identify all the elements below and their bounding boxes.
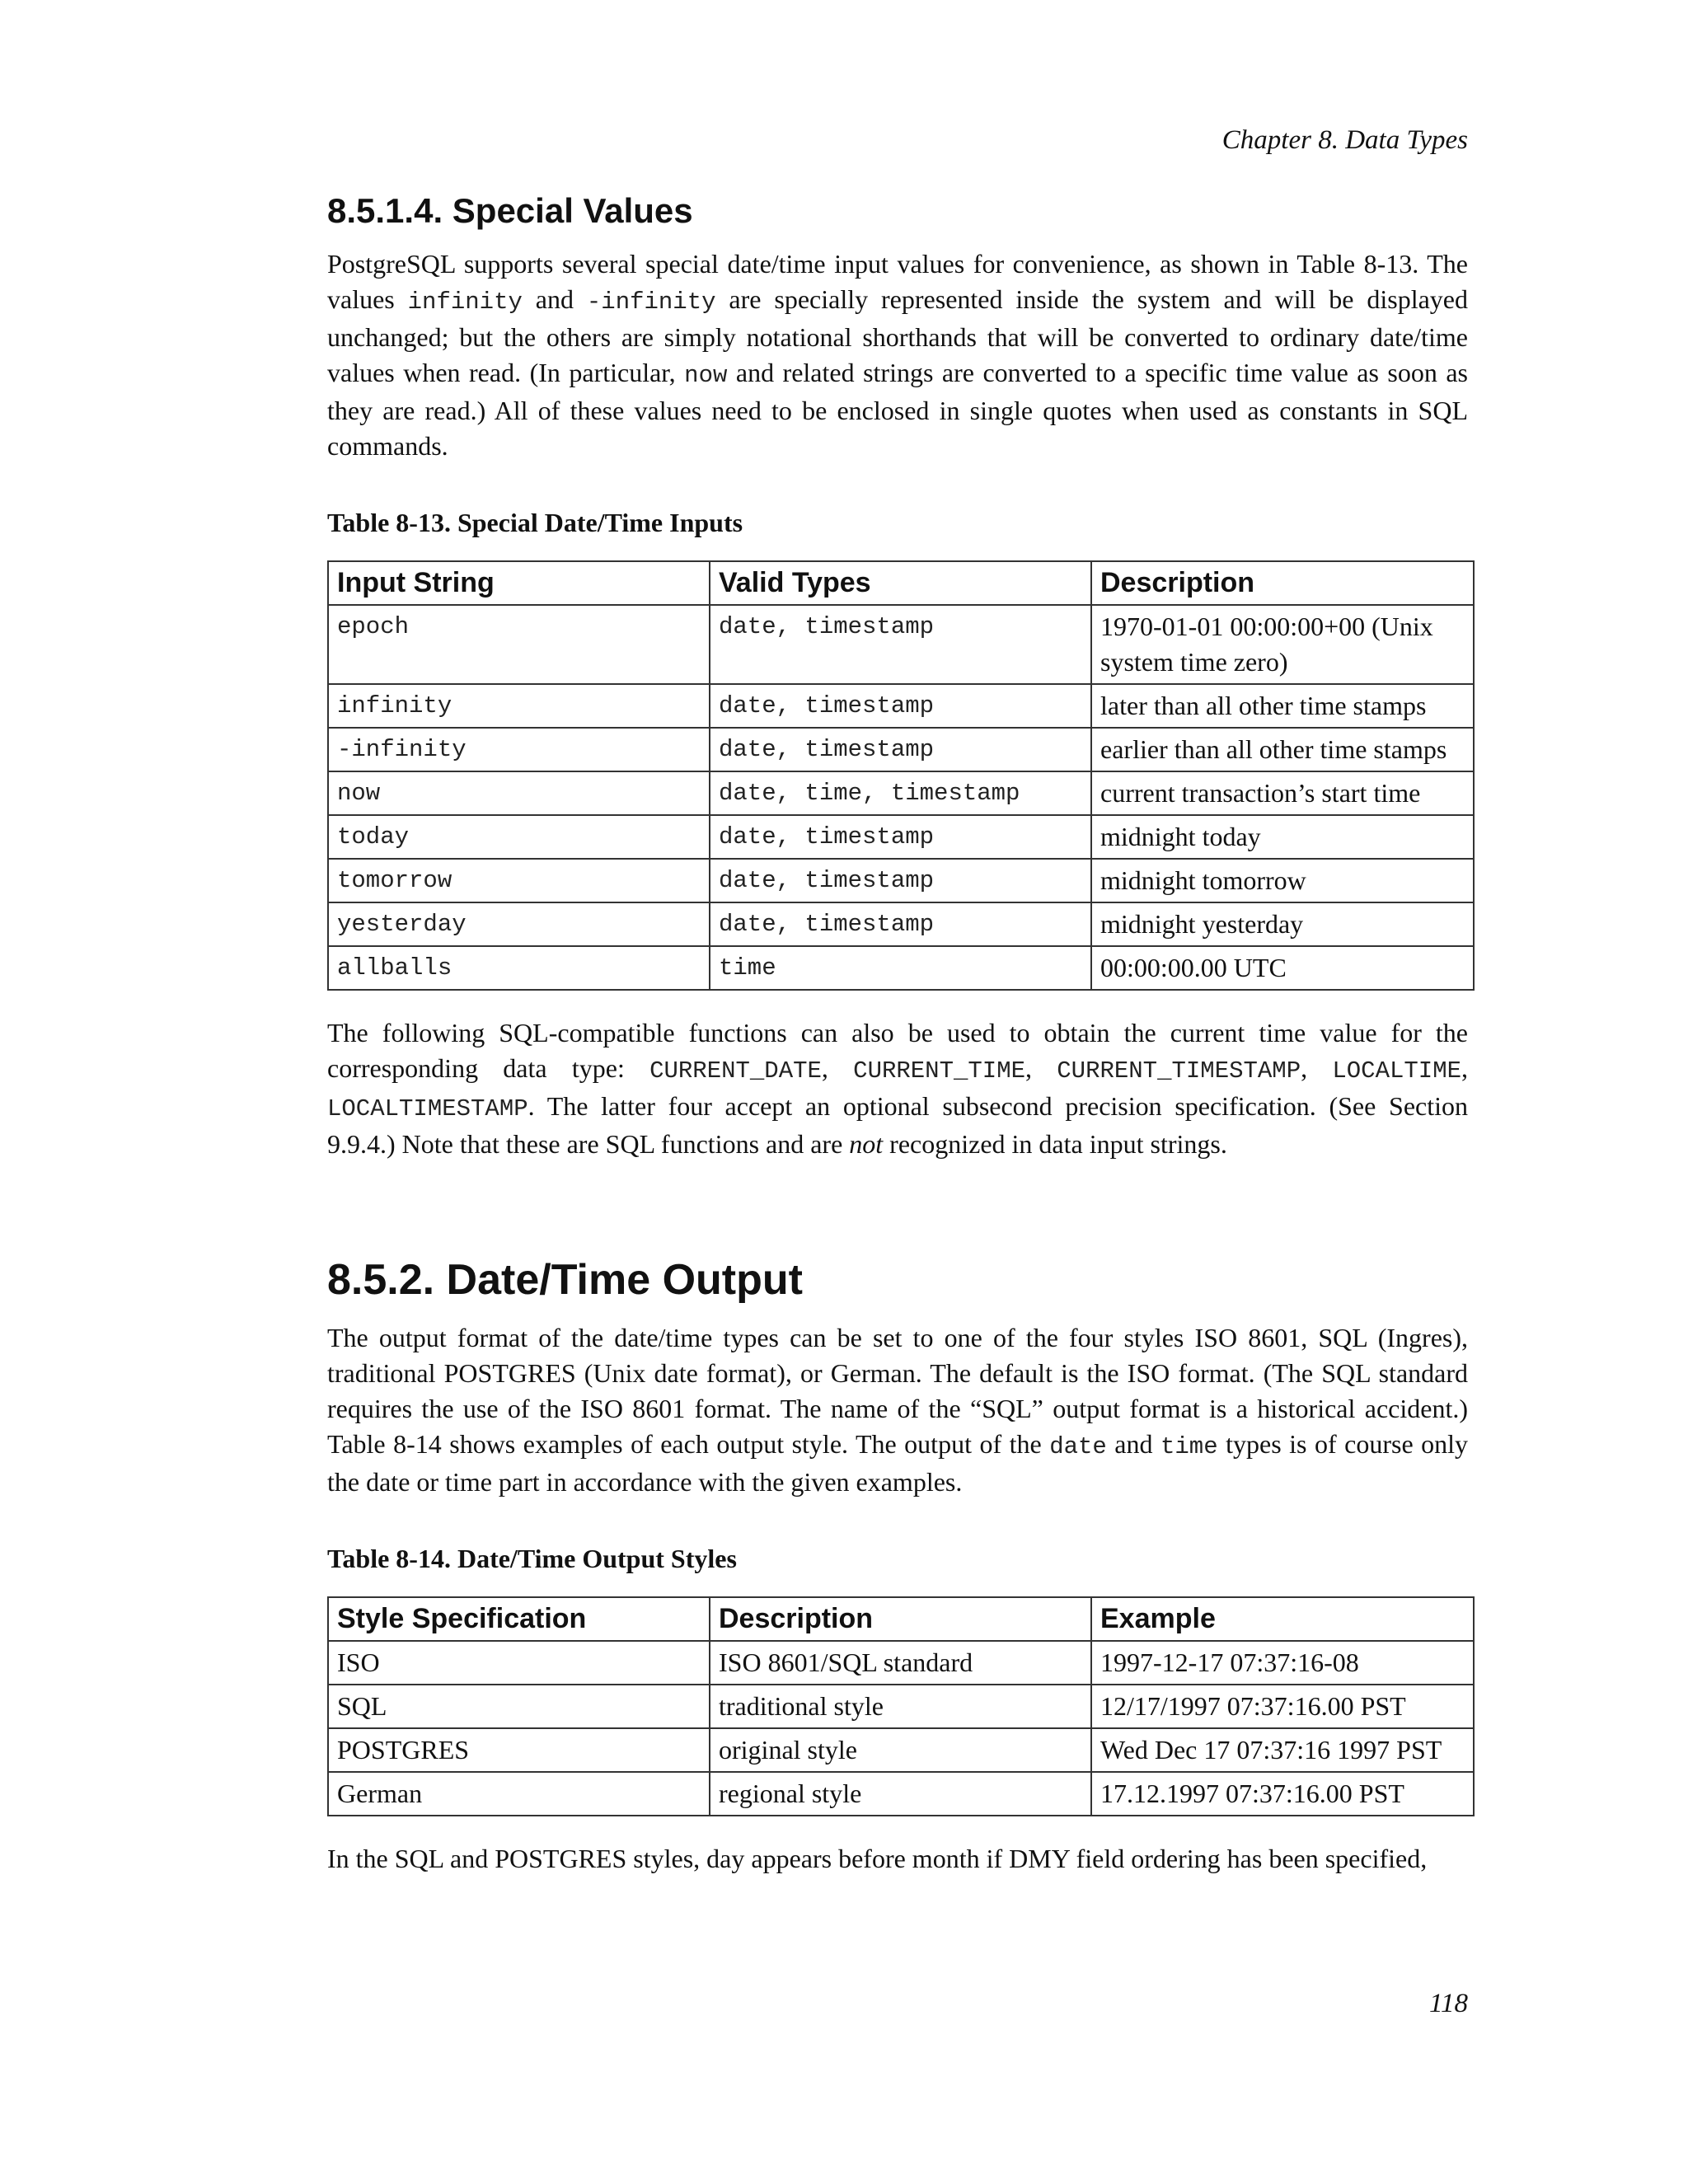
description-cell: current transaction’s start time (1091, 771, 1474, 815)
input-string-cell: today (328, 815, 710, 859)
style-cell: German (328, 1772, 710, 1816)
column-header: Input String (328, 561, 710, 605)
valid-types-cell: date, timestamp (710, 728, 1091, 771)
description-cell: midnight tomorrow (1091, 859, 1474, 902)
table-header-row (328, 561, 1474, 605)
description-cell: traditional style (710, 1685, 1091, 1728)
description-cell: 00:00:00.00 UTC (1091, 946, 1474, 990)
table-row (328, 859, 1474, 902)
table-row (328, 1641, 1474, 1685)
example-cell: 12/17/1997 07:37:16.00 PST (1091, 1685, 1474, 1728)
style-cell: SQL (328, 1685, 710, 1728)
input-string-cell: allballs (328, 946, 710, 990)
dmy-ordering-paragraph: In the SQL and POSTGRES styles, day appears before month if DMY field ordering has been specified, (327, 1844, 1428, 1873)
page-number: 118 (1428, 1989, 1468, 2018)
section-title-datetime-output: 8.5.2. Date/Time Output (327, 1256, 803, 1304)
column-header: Description (710, 1597, 1091, 1641)
input-string-cell: infinity (328, 684, 710, 728)
input-string-cell: now (328, 771, 710, 815)
description-cell: midnight today (1091, 815, 1474, 859)
table-row (328, 1728, 1474, 1772)
column-header: Example (1091, 1597, 1474, 1641)
sql-functions-paragraph: The following SQL-compatible functions can also be used to obtain the current time value for the corresponding data type: CURRENT_DATE, CURRENT_TIME, CURRENT_TIMESTAMP, LOCALTIME, LOCALTIMESTAMP. The latter four accept an optional subsecond precision specification. (See Section 9.9.4.) Note that these are SQL functions and are not recognized in data input strings. (327, 1018, 1469, 1159)
input-string-cell: -infinity (328, 728, 710, 771)
table-row (328, 771, 1474, 815)
table-row (328, 815, 1474, 859)
table-row (328, 902, 1474, 946)
table-8-14-caption: Table 8-14. Date/Time Output Styles (327, 1544, 737, 1573)
table-8-13-caption: Table 8-13. Special Date/Time Inputs (327, 508, 743, 537)
valid-types-cell: date, time, timestamp (710, 771, 1091, 815)
example-cell: 1997-12-17 07:37:16-08 (1091, 1641, 1474, 1685)
description-cell: midnight yesterday (1091, 902, 1474, 946)
style-cell: POSTGRES (328, 1728, 710, 1772)
example-cell: Wed Dec 17 07:37:16 1997 PST (1091, 1728, 1474, 1772)
output-format-paragraph: The output format of the date/time types can be set to one of the four styles ISO 8601, SQL (Ingres), traditional POSTGRES (Unix date format), or German. The default is the ISO format. (The SQL standard requires the use of the ISO 8601 format. The name of the “SQL” output format is a historical accident.) Table 8-14 shows examples of each output style. The output of the date and time types is of course only the date or time part in accordance with the given examples. (327, 1323, 1469, 1497)
table-header-row (328, 1597, 1474, 1641)
input-string-cell: tomorrow (328, 859, 710, 902)
special-inputs-table (327, 560, 1475, 991)
column-header: Valid Types (710, 561, 1091, 605)
table-row (328, 605, 1474, 684)
output-styles-table (327, 1596, 1475, 1816)
table-row (328, 728, 1474, 771)
valid-types-cell: date, timestamp (710, 815, 1091, 859)
input-string-cell: yesterday (328, 902, 710, 946)
description-cell: ISO 8601/SQL standard (710, 1641, 1091, 1685)
example-cell: 17.12.1997 07:37:16.00 PST (1091, 1772, 1474, 1816)
description-cell: earlier than all other time stamps (1091, 728, 1474, 771)
running-header: Chapter 8. Data Types (1221, 125, 1468, 155)
table-row (328, 1685, 1474, 1728)
table-row (328, 1772, 1474, 1816)
table-row (328, 946, 1474, 990)
column-header: Description (1091, 561, 1474, 605)
description-cell: 1970-01-01 00:00:00+00 (Unix system time zero) (1091, 605, 1474, 684)
page-content (327, 185, 1468, 1877)
valid-types-cell: date, timestamp (710, 684, 1091, 728)
column-header: Style Specification (328, 1597, 710, 1641)
special-values-paragraph: PostgreSQL supports several special date/time input values for convenience, as shown in Table 8-13. The values infinity and -infinity are specially represented inside the system and will be displayed unchanged; but the others are simply notational shorthands that will be converted to ordinary date/time values when read. (In particular, now and related strings are converted to a specific time value as soon as they are read.) All of these values need to be enclosed in single quotes when used as constants in SQL commands. (327, 249, 1469, 461)
valid-types-cell: date, timestamp (710, 605, 1091, 684)
section-title-special-values: 8.5.1.4. Special Values (327, 191, 693, 230)
valid-types-cell: date, timestamp (710, 859, 1091, 902)
table-row (328, 684, 1474, 728)
description-cell: later than all other time stamps (1091, 684, 1474, 728)
style-cell: ISO (328, 1641, 710, 1685)
description-cell: original style (710, 1728, 1091, 1772)
description-cell: regional style (710, 1772, 1091, 1816)
input-string-cell: epoch (328, 605, 710, 684)
valid-types-cell: time (710, 946, 1091, 990)
valid-types-cell: date, timestamp (710, 902, 1091, 946)
